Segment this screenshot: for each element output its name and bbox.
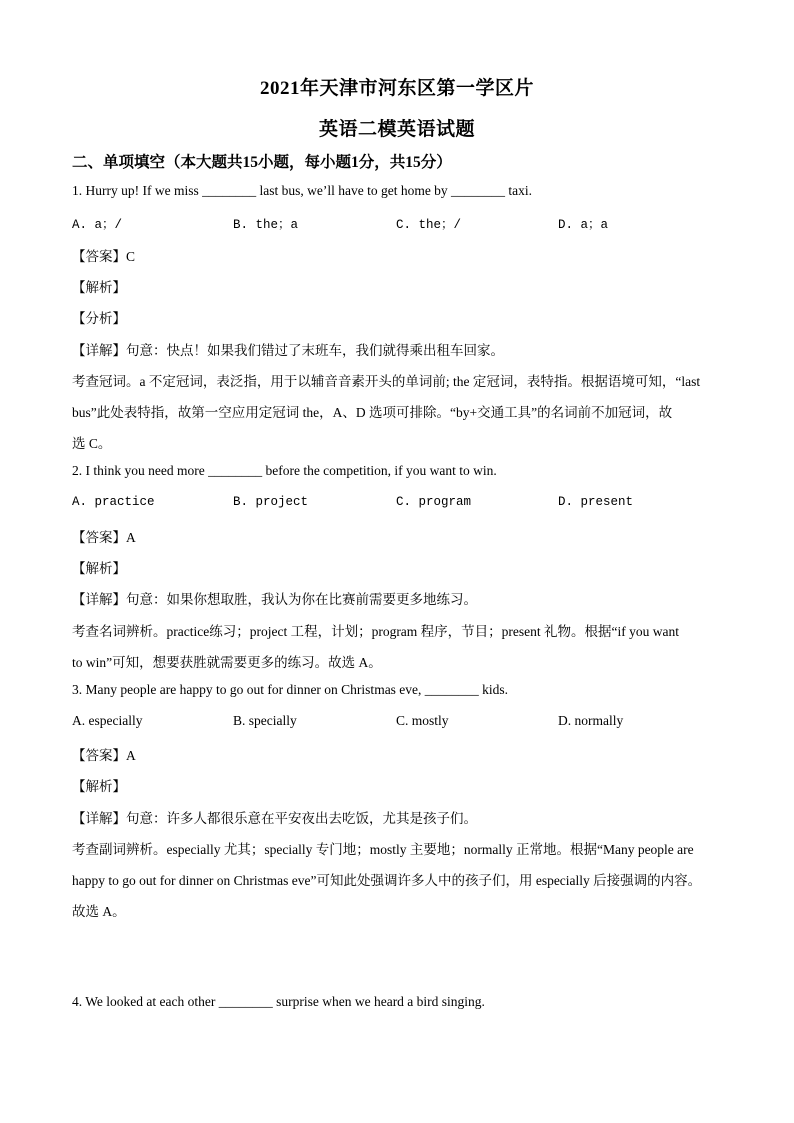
question-2-option-c: C. program bbox=[396, 495, 472, 509]
question-3-analysis-label: 【解析】 bbox=[72, 779, 126, 794]
question-3-answer: 【答案】A bbox=[72, 748, 136, 763]
question-2-explanation-line-2: to win”可知，想要获胜就需要更多的练习。故选 A。 bbox=[72, 655, 382, 670]
question-1-explanation-line-1: 考查冠词。a 不定冠词，表泛指，用于以辅音音素开头的单词前; the 定冠词，表特指。根据语境可知，“last bbox=[72, 374, 701, 389]
question-1-explanation-line-2: bus”此处表特指，故第一空应用定冠词 the，A、D 选项可排除。“by+交通工具”的名词前不加冠词，故 bbox=[72, 405, 673, 420]
question-1-fenxi-label: 【分析】 bbox=[72, 311, 126, 326]
question-2-analysis-label: 【解析】 bbox=[72, 561, 126, 576]
question-1-stem: 1. Hurry up! If we miss ________ last bus, we’ll have to get home by ________ taxi. bbox=[72, 183, 533, 198]
question-1-option-a: A. a；/ bbox=[72, 218, 123, 232]
question-1-option-b: B. the；a bbox=[233, 218, 299, 232]
question-3-option-b: B. specially bbox=[233, 713, 297, 728]
question-2-option-b: B. project bbox=[233, 495, 309, 509]
question-3-stem: 3. Many people are happy to go out for dinner on Christmas eve, ________ kids. bbox=[72, 682, 509, 697]
question-2-explanation-line-1: 考查名词辨析。practice练习；project 工程，计划；program 程序，节目；present 礼物。根据“if you want bbox=[72, 624, 680, 639]
question-1-option-d: D. a；a bbox=[558, 218, 609, 232]
document-title-line-2: 英语二模英语试题 bbox=[318, 119, 475, 140]
section-heading: 二、单项填空（本大题共15小题，每小题1分，共15分） bbox=[72, 154, 452, 171]
question-3-explanation-line-2: happy to go out for dinner on Christmas eve”可知此处强调许多人中的孩子们，用 especially 后接强调的内容。 bbox=[72, 873, 702, 888]
question-3-option-c: C. mostly bbox=[396, 713, 449, 728]
question-1-detail: 【详解】句意：快点！如果我们错过了末班车，我们就得乘出租车回家。 bbox=[72, 343, 504, 358]
question-1-explanation-line-3: 选 C。 bbox=[72, 436, 112, 451]
question-4-stem: 4. We looked at each other ________ surprise when we heard a bird singing. bbox=[72, 994, 485, 1009]
question-3-explanation-line-1: 考查副词辨析。especially 尤其；specially 专门地；mostly 主要地；normally 正常地。根据“Many people are bbox=[72, 842, 694, 857]
question-3-option-a: A. especially bbox=[72, 713, 143, 728]
question-1-option-c: C. the；/ bbox=[396, 218, 462, 232]
question-2-stem: 2. I think you need more ________ before the competition, if you want to win. bbox=[72, 463, 497, 478]
question-3-detail: 【详解】句意：许多人都很乐意在平安夜出去吃饭，尤其是孩子们。 bbox=[72, 811, 477, 826]
question-3-explanation-line-3: 故选 A。 bbox=[72, 904, 126, 919]
question-2-answer: 【答案】A bbox=[72, 530, 136, 545]
question-1-answer: 【答案】C bbox=[72, 249, 136, 264]
question-2-detail: 【详解】句意：如果你想取胜，我认为你在比赛前需要更多地练习。 bbox=[72, 592, 477, 607]
question-2-option-a: A. practice bbox=[72, 495, 155, 509]
question-1-analysis-label: 【解析】 bbox=[72, 280, 126, 295]
question-3-option-d: D. normally bbox=[558, 713, 624, 728]
question-2-option-d: D. present bbox=[558, 495, 634, 509]
document-title-line-1: 2021年天津市河东区第一学区片 bbox=[259, 78, 534, 99]
